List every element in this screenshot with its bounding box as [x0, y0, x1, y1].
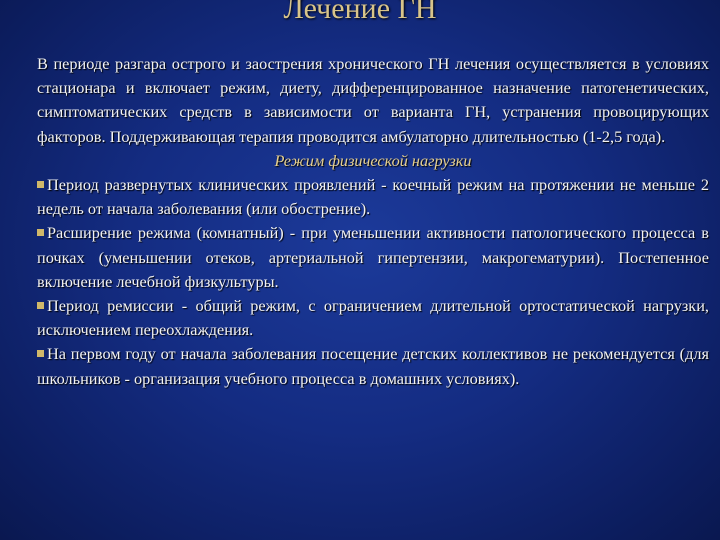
square-bullet-icon [37, 350, 44, 357]
section-subheading: Режим физической нагрузки [274, 150, 472, 170]
slide-content [37, 52, 709, 391]
bullet-text: Расширение режима (комнатный) - при уменьшении активности патологического процесса в почках (уменьшении отеков, артериальной гипертензии, макрогематурии). Постепенное включение лечебной физкультуры. [37, 223, 709, 291]
bullet-text: Период ремиссии - общий режим, с ограничением длительной ортостатической нагрузки, исключением переохлаждения. [37, 296, 709, 340]
bullet-text: На первом году от начала заболевания посещение детских коллективов не рекомендуется (для школьников - организация учебного процесса в домашних условиях). [37, 344, 709, 388]
bullet-item [37, 221, 709, 294]
square-bullet-icon [37, 229, 44, 236]
bullet-item [37, 342, 709, 390]
bullet-item [37, 173, 709, 221]
intro-paragraph: В периоде разгара острого и заострения хронического ГН лечения осуществляется в условиях стационара и включает режим, диету, дифференцированное назначение патогенетических, симптоматических средств в зависимости от варианта ГН, устранения провоцирующих факторов. Поддерживающая терапия проводится амбулаторно длительностью (1-2,5 года). [37, 54, 709, 146]
slide-title: Лечение ГН [283, 0, 437, 25]
bullet-item [37, 294, 709, 342]
square-bullet-icon [37, 302, 44, 309]
bullet-text: Период развернутых клинических проявлений - коечный режим на протяжении не меньше 2 недель от начала заболевания (или обострение). [37, 175, 709, 219]
square-bullet-icon [37, 181, 44, 188]
